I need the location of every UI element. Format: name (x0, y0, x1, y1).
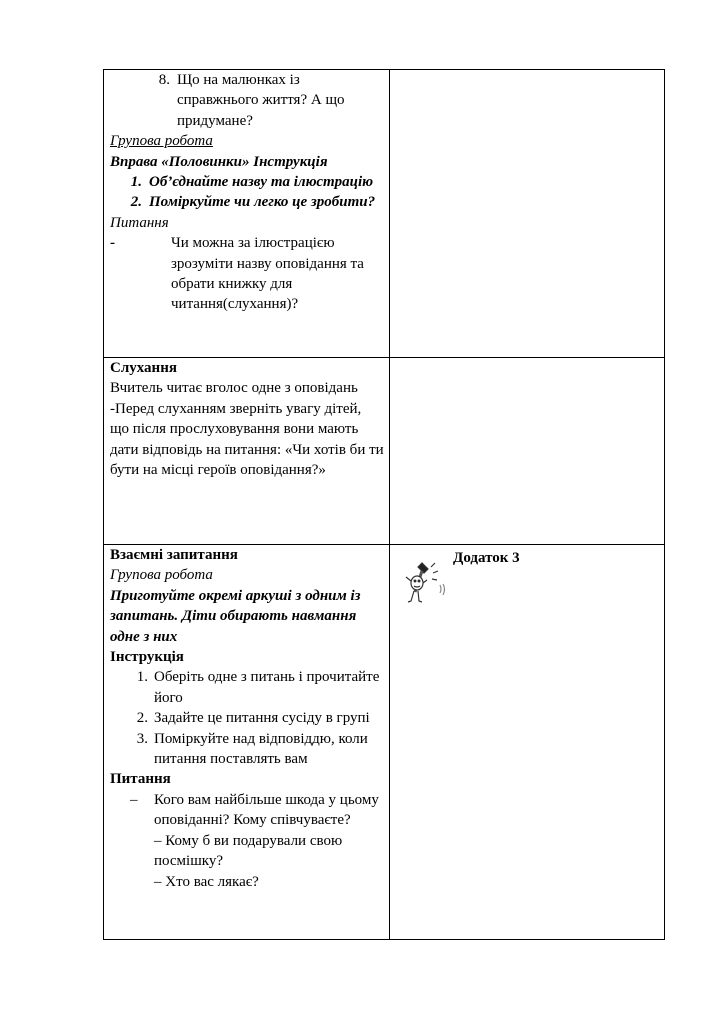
table-row (104, 70, 665, 358)
list-text: Чи можна за ілюстрацією зрозуміти назву оповідання та обрати книжку для читання(слухання)? (171, 235, 364, 313)
microphone-icon (404, 559, 448, 607)
list-text: Поміркуйте чи легко це зробити? (149, 194, 376, 211)
dash: – (130, 791, 138, 808)
list-item (110, 667, 384, 708)
table-cell (390, 545, 665, 940)
section-title: Слухання (110, 360, 177, 376)
questions-label: Питання (110, 214, 169, 231)
list-item (110, 790, 384, 831)
list-item (110, 70, 384, 131)
task-text: Приготуйте окремі аркуші з одним із запитань. Діти обирають навмання одне з них (110, 587, 361, 645)
list-item (110, 192, 384, 212)
table-cell (104, 358, 390, 545)
list-number: 8. (158, 72, 170, 88)
paragraph: Вчитель читає вголос одне з оповідань (110, 380, 358, 397)
table-cell (390, 70, 665, 358)
list-number: 1. (136, 669, 148, 686)
list-item (110, 729, 384, 770)
list-text: Що на малюнках із справжнього життя? А що придумане? (177, 72, 345, 129)
list-number: 2. (130, 194, 142, 211)
list-text: Об’єднайте назву та ілюстрацію (149, 174, 374, 191)
instruction-label: Інструкція (110, 649, 184, 666)
table-row (104, 358, 665, 545)
list-text: Задайте це питання сусіду в групі (154, 710, 370, 727)
group-work-label: Групова робота (110, 567, 213, 584)
table-row (104, 545, 665, 940)
list-text: Кого вам найбільше шкода у цьому оповіданні? Кому співчуваєте? (154, 791, 379, 829)
questions-label: Питання (110, 771, 171, 788)
table-cell (104, 545, 390, 940)
list-item (110, 708, 384, 728)
bullet: - (110, 235, 115, 252)
list-number: 2. (136, 710, 148, 727)
table-cell (104, 70, 390, 358)
list-item (110, 172, 384, 192)
list-text: – Хто вас лякає? (154, 873, 259, 890)
list-item (110, 233, 384, 315)
lesson-table (103, 69, 665, 940)
list-number: 1. (130, 174, 142, 191)
appendix-label: Додаток 3 (453, 550, 520, 566)
list-text: Оберіть одне з питань і прочитайте його (154, 669, 380, 706)
list-text: Поміркуйте над відповіддю, коли питання поставлять вам (154, 730, 368, 768)
exercise-title: Вправа «Половинки» Інструкція (110, 153, 328, 170)
section-title: Взаємні запитання (110, 547, 238, 563)
group-work-label: Групова робота (110, 133, 213, 150)
list-number: 3. (136, 730, 148, 747)
table-cell (390, 358, 665, 545)
paragraph: -Перед слуханням зверніть увагу дітей, що після прослуховування вони мають дати відповідь на питання: «Чи хотів би ти бути на місці героїв оповідання?» (110, 400, 384, 479)
list-text: – Кому б ви подарували свою посмішку? (154, 832, 343, 870)
